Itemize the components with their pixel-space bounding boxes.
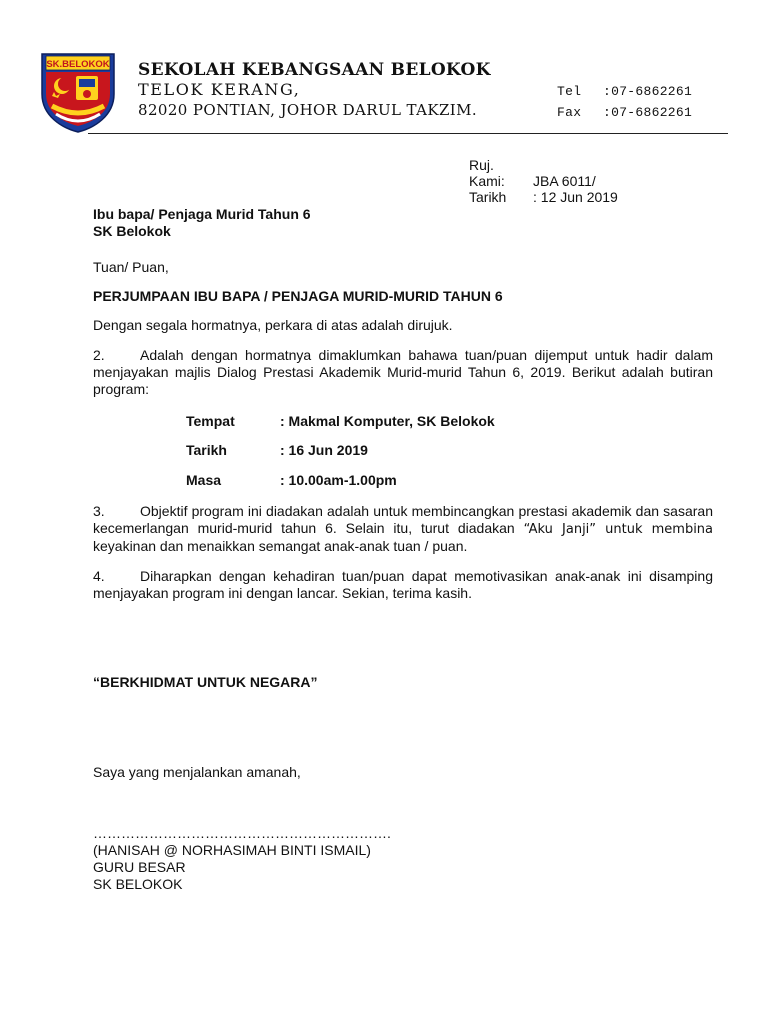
time-label: Masa	[186, 472, 222, 488]
paragraph-3-number: 3.	[93, 503, 105, 519]
paragraph-2-text: Adalah dengan hormatnya dimaklumkan bahawa tuan/puan dijemput untuk hadir dalam menjayakan majlis Dialog Prestasi Akademik Murid-murid Tahun 6, 2019. Berikut adalah butiran program:	[93, 347, 713, 397]
motto: “BERKHIDMAT UNTUK NEGARA”	[93, 674, 318, 690]
program-time	[186, 472, 397, 488]
signatory-title: GURU BESAR	[93, 859, 186, 875]
paragraph-1: Dengan segala hormatnya, perkara di atas adalah dirujuk.	[93, 317, 453, 333]
venue-label: Tempat	[186, 413, 235, 429]
signatory-name: (HANISAH @ NORHASIMAH BINTI ISMAIL)	[93, 842, 371, 858]
letterhead-divider	[88, 133, 728, 134]
salutation: Tuan/ Puan,	[93, 259, 169, 275]
fax-line	[557, 105, 692, 120]
paragraph-4-text: Diharapkan dengan kehadiran tuan/puan dapat memotivasikan anak-anak ini disamping menjayakan program ini dengan lancar. Sekian, terima kasih.	[93, 568, 713, 601]
date-label: Tarikh	[186, 442, 227, 458]
tel-value: :07-6862261	[603, 84, 693, 99]
time-value: : 10.00am-1.00pm	[280, 472, 397, 488]
recipient-line-1: Ibu bapa/ Penjaga Murid Tahun 6	[93, 206, 311, 222]
tarikh-value: : 12 Jun 2019	[533, 189, 618, 205]
tel-line	[557, 84, 692, 99]
address-line-2: 82020 PONTIAN, JOHOR DARUL TAKZIM.	[138, 101, 478, 119]
tel-label: Tel	[557, 84, 582, 99]
ruj-label: Ruj. Kami:	[469, 157, 505, 189]
subject-line: PERJUMPAAN IBU BAPA / PENJAGA MURID-MURID TAHUN 6	[93, 288, 503, 304]
logo-text: SK.BELOKOK	[46, 59, 110, 70]
paragraph-4-number: 4.	[93, 568, 105, 584]
program-venue	[186, 413, 495, 429]
signature-dots: ……………………………………………………….	[93, 825, 391, 841]
ruj-value: JBA 6011/	[533, 173, 596, 189]
reference-number	[469, 157, 618, 189]
tarikh-label: Tarikh	[469, 189, 507, 205]
paragraph-2	[93, 347, 713, 398]
fax-value: :07-6862261	[603, 105, 693, 120]
paragraph-3-text-b: “Aku Janji” untuk membina	[523, 522, 714, 537]
date-value: : 16 Jun 2019	[280, 442, 368, 458]
fax-label: Fax	[557, 105, 582, 120]
paragraph-3-text-c: keyakinan dan menaikkan semangat anak-anak tuan / puan.	[93, 538, 468, 554]
closing-line: Saya yang menjalankan amanah,	[93, 764, 301, 780]
paragraph-2-number: 2.	[93, 347, 105, 363]
reference-date	[469, 189, 618, 205]
venue-value: : Makmal Komputer, SK Belokok	[280, 413, 495, 429]
reference-block	[469, 157, 618, 205]
school-crest-logo	[38, 50, 118, 134]
school-name: SEKOLAH KEBANGSAAN BELOKOK	[138, 60, 491, 80]
recipient-line-2: SK Belokok	[93, 223, 171, 239]
paragraph-4	[93, 568, 713, 602]
program-date	[186, 442, 368, 458]
signatory-school: SK BELOKOK	[93, 876, 183, 892]
address-line-1: TELOK KERANG,	[138, 80, 301, 99]
paragraph-3	[93, 503, 713, 555]
paragraph-3-text-a: Objektif program ini diadakan adalah untuk membincangkan prestasi akademik dan sasaran kecemerlangan murid-murid tahun 6. Selain itu, turut diadakan	[93, 503, 713, 536]
